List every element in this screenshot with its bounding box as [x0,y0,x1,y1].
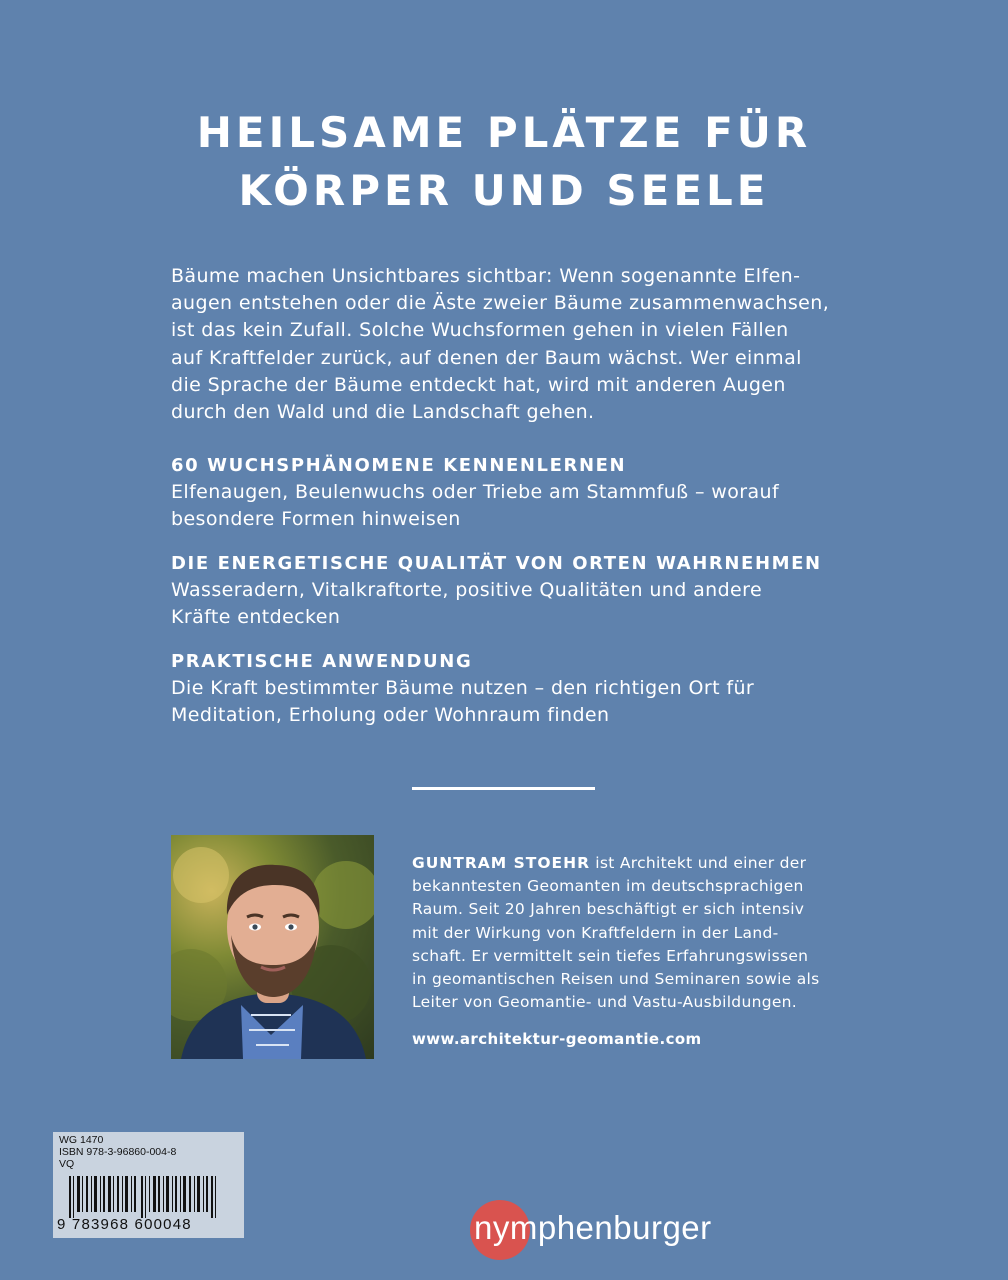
intro-line: auf Kraftfelder zurück, auf denen der Baum wächst. Wer einmal [171,346,802,369]
feature-line: Die Kraft bestimmter Bäume nutzen – den richtigen Ort für [171,677,755,699]
intro-line: Bäume machen Unsichtbares sichtbar: Wenn sogenannte Elfen- [171,265,801,287]
bio-line: schaft. Er vermittelt sein tiefes Erfahrungswissen [412,946,809,965]
isbn-number: ISBN 978-3-96860-004-8 [59,1146,177,1158]
title-line-1: HEILSAME PLÄTZE FÜR [196,108,812,157]
feature-line: besondere Formen hinweisen [171,508,461,531]
bio-line: Raum. Seit 20 Jahren beschäftigt er sich intensiv [412,900,805,919]
feature-heading: DIE ENERGETISCHE QUALITÄT VON ORTEN WAHRNEHMEN [171,553,822,574]
feature-line: Kräfte entdecken [171,606,341,629]
publisher-name: nymphenburger [474,1209,712,1246]
intro-line: die Sprache der Bäume entdeckt hat, wird mit anderen Augen [171,373,786,396]
intro-line: durch den Wald und die Landschaft gehen. [171,401,595,424]
feature-text [171,675,871,729]
author-name: GUNTRAM STOEHR [412,854,591,872]
feature-line: Wasseradern, Vitalkraftorte, positive Qualitäten und andere [171,579,763,601]
title-line-2: KÖRPER UND SEELE [238,166,770,215]
bio-line: ist Architekt und einer der [590,854,807,872]
barcode-label [53,1132,244,1238]
feature-heading: PRAKTISCHE ANWENDUNG [171,651,473,672]
book-title [0,104,1008,220]
bio-line: Leiter von Geomantie- und Vastu-Ausbildungen. [412,993,798,1012]
barcode-info [59,1134,176,1170]
feature-item [171,551,871,631]
bio-line: mit der Wirkung von Kraftfeldern in der Land- [412,923,779,942]
barcode-number: 9 783968 600048 [57,1216,192,1233]
author-photo [171,835,374,1059]
feature-line: Elfenaugen, Beulenwuchs oder Triebe am Stammfuß – worauf [171,481,780,503]
vq-code: VQ [59,1158,75,1170]
bio-line: bekanntesten Geomanten im deutschsprachigen [412,877,804,896]
intro-line: ist das kein Zufall. Solche Wuchsformen gehen in vielen Fällen [171,319,789,342]
barcode-bars [69,1176,229,1218]
author-website-link[interactable]: www.architektur-geomantie.com [412,1030,702,1048]
feature-line: Meditation, Erholung oder Wohnraum finden [171,704,610,727]
bio-line: in geomantischen Reisen und Seminaren sowie als [412,970,820,989]
feature-text [171,577,871,631]
feature-item [171,649,871,729]
feature-item [171,453,871,533]
intro-text [171,263,843,426]
author-portrait-illustration [171,835,374,1059]
feature-heading: 60 WUCHSPHÄNOMENE KENNENLERNEN [171,455,627,476]
feature-text [171,479,871,533]
wg-number: WG 1470 [59,1134,104,1146]
author-bio [412,852,842,1014]
intro-line: augen entstehen oder die Äste zweier Bäume zusammenwachsen, [171,292,830,315]
section-divider [412,787,595,790]
